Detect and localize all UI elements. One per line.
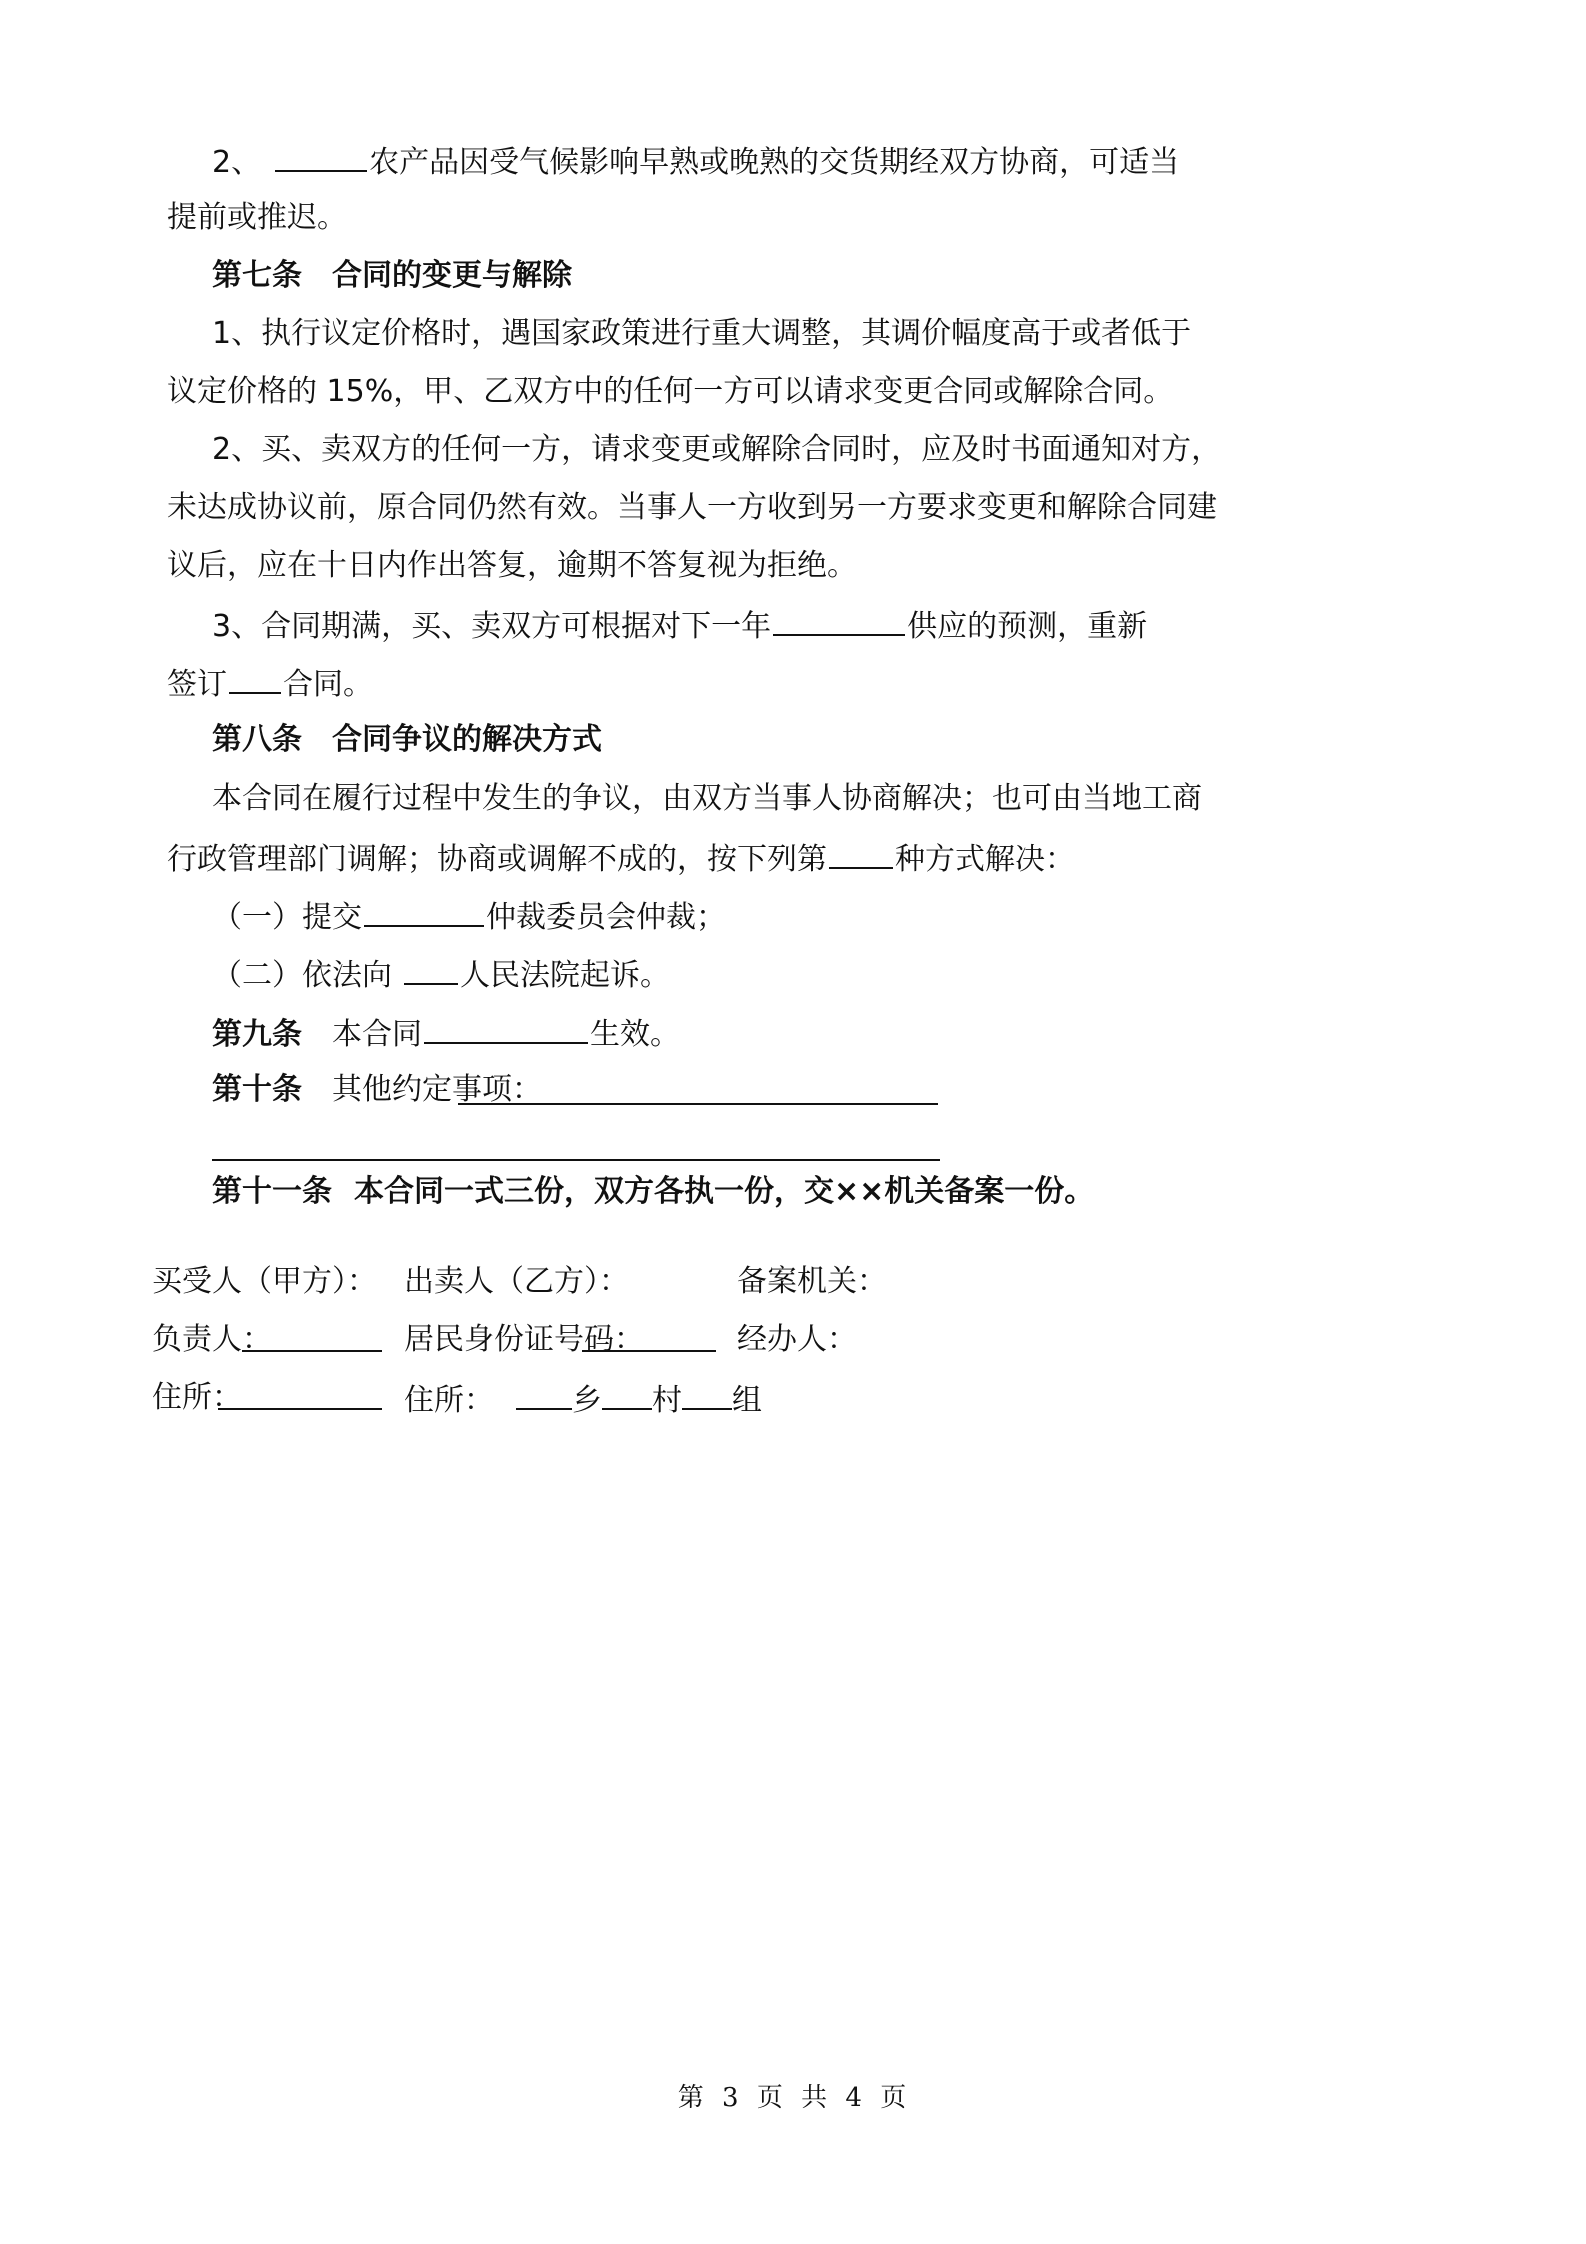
blank-field[interactable] [364,895,484,927]
article-8-text-a: 行政管理部门调解；协商或调解不成的，按下列第 [167,842,827,877]
article-7-item2-line3: 议后，应在十日内作出答复，逾期不答复视为拒绝。 [167,548,857,583]
item3-text-a: 3、合同期满，买、卖双方可根据对下一年 [212,609,772,644]
article-7-item2-line2: 未达成协议前，原合同仍然有效。当事人一方收到另一方要求变更和解除合同建 [167,490,1217,525]
item3-text-d: 合同。 [283,667,373,702]
item-text: 农产品因受气候影响早熟或晚熟的交货期经双方协商，可适当 [369,145,1180,180]
option-2-text-a: （二）依法向 [212,958,392,993]
filing-org-label: 备案机关： [737,1264,887,1299]
option-1-text-b: 仲裁委员会仲裁； [486,900,726,935]
article-10-blank-line-1[interactable] [458,1103,938,1105]
article-11 [212,1172,1094,1212]
article-8-heading: 第八条 合同争议的解决方式 [212,722,602,757]
option-2-text-b: 人民法院起诉。 [460,958,670,993]
village-label: 村 [652,1383,682,1418]
article-10-text: 其他约定事项： [332,1072,542,1107]
article-7-item3-line1 [212,604,1147,647]
handler-label: 经办人： [737,1322,857,1357]
article-7-item3-line2 [167,662,373,705]
address-2-label: 住所： [404,1383,494,1418]
clause-item-2-cont: 提前或推迟。 [167,200,347,235]
responsible-person [152,1320,272,1360]
buyer-label: 买受人（甲方）： [152,1264,377,1299]
article-11-label: 第十一条 [212,1174,332,1209]
id-number-blank[interactable] [582,1350,716,1352]
article-10-label: 第十条 [212,1072,302,1107]
responsible-blank[interactable] [242,1350,382,1352]
article-8-option-2 [212,953,670,996]
article-9-text-b: 生效。 [590,1017,680,1052]
responsible-label: 负责人： [152,1322,272,1357]
article-7-item2-line1: 2、买、卖双方的任何一方，请求变更或解除合同时，应及时书面通知对方， [212,432,1222,467]
article-8-option-1 [212,895,726,938]
group-blank[interactable] [682,1378,732,1410]
item3-text-c: 签订 [167,667,227,702]
article-7-heading: 第七条 合同的变更与解除 [212,258,572,293]
address-1 [152,1378,242,1418]
item3-text-b: 供应的预测，重新 [907,609,1148,644]
address-2 [404,1378,762,1421]
blank-field[interactable] [229,662,281,694]
article-7-item1-line1: 1、执行议定价格时，遇国家政策进行重大调整，其调价幅度高于或者低于 [212,316,1192,351]
id-number-label: 居民身份证号码： [404,1322,644,1357]
group-label: 组 [732,1383,762,1418]
article-8-line2 [167,837,1075,880]
id-number [404,1320,644,1360]
article-11-text: 本合同一式三份，双方各执一份，交××机关备案一份。 [354,1174,1095,1209]
article-9-text-a: 本合同 [332,1017,422,1052]
page-number: 第 3 页 共 4 页 [677,2083,909,2113]
clause-item-2 [212,140,1179,183]
seller-label: 出卖人（乙方）： [404,1264,629,1299]
item-number: 2、 [212,145,262,180]
article-9 [212,1012,680,1055]
address-1-blank[interactable] [218,1408,382,1410]
blank-field[interactable] [829,837,893,869]
option-1-text-a: （一）提交 [212,900,362,935]
township-blank[interactable] [516,1378,572,1410]
article-7-item1-line2: 议定价格的 15%，甲、乙双方中的任何一方可以请求变更合同或解除合同。 [167,374,1174,409]
blank-field[interactable] [424,1012,588,1044]
blank-field[interactable] [404,953,458,985]
township-label: 乡 [572,1383,602,1418]
blank-field[interactable] [773,604,905,636]
article-10-blank-line-2[interactable] [212,1159,940,1161]
article-9-label: 第九条 [212,1017,302,1052]
article-8-line1: 本合同在履行过程中发生的争议，由双方当事人协商解决；也可由当地工商 [212,781,1202,816]
article-8-text-b: 种方式解决： [895,842,1075,877]
village-blank[interactable] [602,1378,652,1410]
address-1-label: 住所： [152,1380,242,1415]
blank-field[interactable] [275,140,367,172]
